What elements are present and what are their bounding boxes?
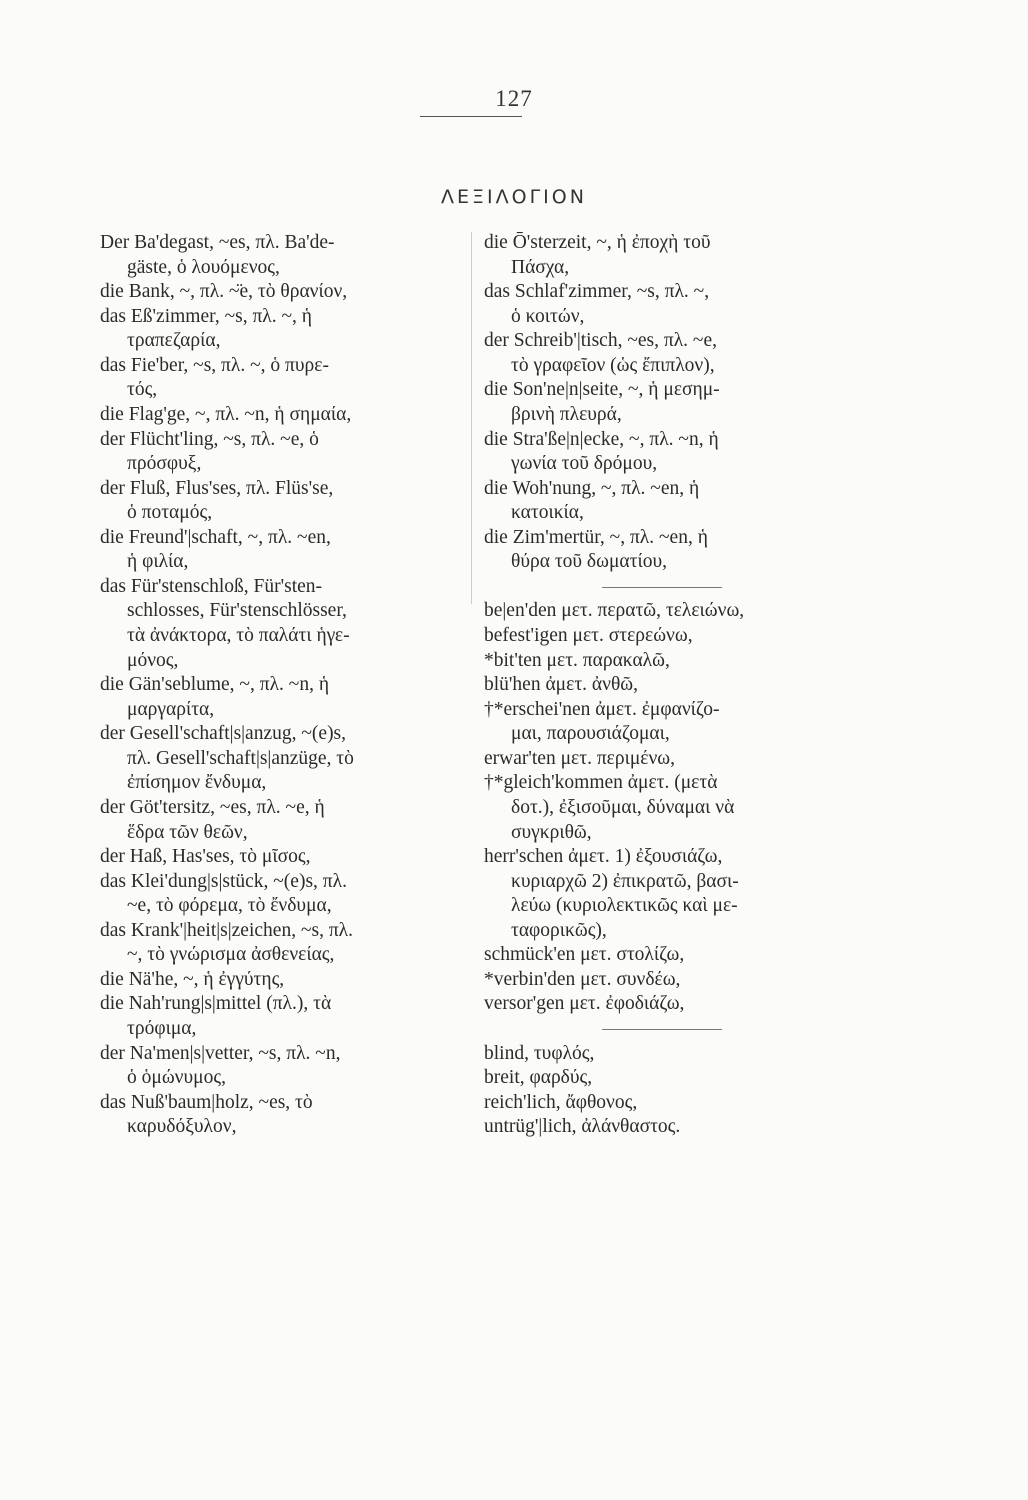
glossary-line: συγκριθῶ, xyxy=(511,821,592,843)
glossary-line: erwar'ten μετ. περιμένω, xyxy=(484,747,676,769)
glossary-line: πρόσφυξ, xyxy=(127,453,202,475)
glossary-line: ἡ φιλία, xyxy=(127,551,189,573)
glossary-line: das Schlaf'zimmer, ~s, πλ. ~, xyxy=(484,281,710,303)
glossary-line: be|en'den μετ. περατῶ, τελειώνω, xyxy=(484,600,745,622)
glossary-line: der Göt'tersitz, ~es, πλ. ~e, ἡ xyxy=(100,796,325,818)
glossary-line: das Krank'|heit|s|zeichen, ~s, πλ. xyxy=(100,919,354,941)
glossary-line: †*gleich'kommen ἀμετ. (μετὰ xyxy=(484,772,718,794)
glossary-line: ταφορικῶς), xyxy=(511,919,607,941)
glossary-line: τὰ ἀνάκτορα, τὸ παλάτι ἡγε- xyxy=(127,625,350,646)
section-separator xyxy=(484,575,854,600)
glossary-line: untrüg'|lich, ἀλάνθαστος. xyxy=(484,1116,681,1138)
glossary-line: die Freund'|schaft, ~, πλ. ~en, xyxy=(100,526,331,548)
right-column xyxy=(484,231,854,1140)
glossary-line: ἐπίσημον ἔνδυμα, xyxy=(127,772,267,794)
glossary-line: die Nah'rung|s|mittel (πλ.), τὰ xyxy=(100,993,332,1015)
glossary-line: Πάσχα, xyxy=(511,256,570,278)
glossary-line: die Gän'seblume, ~, πλ. ~n, ἡ xyxy=(100,674,330,696)
glossary-line: ὁ κοιτών, xyxy=(511,305,585,327)
glossary-line: das Klei'dung|s|stück, ~(e)s, πλ. xyxy=(100,870,347,892)
glossary-line: Der Ba'degast, ~es, πλ. Ba'de- xyxy=(100,232,335,253)
glossary-line: τρόφιμα, xyxy=(127,1018,197,1039)
glossary-line: das Eß'zimmer, ~s, πλ. ~, ἡ xyxy=(100,305,313,327)
left-column xyxy=(100,231,460,1140)
glossary-line: τὸ γραφεῖον (ὡς ἔπιπλον), xyxy=(511,354,715,376)
glossary-line: die Son'ne|n|seite, ~, ἡ μεσημ- xyxy=(484,379,720,401)
glossary-line: καρυδόξυλον, xyxy=(127,1116,237,1138)
glossary-line: die Nä'he, ~, ἡ ἐγγύτης, xyxy=(100,968,285,990)
glossary-line: die Zim'mertür, ~, πλ. ~en, ἡ xyxy=(484,526,708,548)
glossary-line: *bit'ten μετ. παρακαλῶ, xyxy=(484,649,670,671)
glossary-line: das Fie'ber, ~s, πλ. ~, ὁ πυρε- xyxy=(100,354,329,376)
glossary-line: breit, φαρδύς, xyxy=(484,1067,593,1089)
glossary-line: δοτ.), ἐξισοῦμαι, δύναμαι νὰ xyxy=(511,796,735,818)
glossary-line: ἕδρα τῶν θεῶν, xyxy=(127,821,248,843)
glossary-line: blind, τυφλός, xyxy=(484,1042,595,1064)
glossary-line: τός, xyxy=(127,379,158,401)
glossary-line: das Nuß'baum|holz, ~es, τὸ xyxy=(100,1091,313,1113)
glossary-line: πλ. Gesell'schaft|s|anzüge, τὸ xyxy=(127,747,354,769)
glossary-line: ὁ ποταμός, xyxy=(127,502,213,524)
glossary-line: μόνος, xyxy=(127,649,179,671)
glossary-line: versor'gen μετ. ἐφοδιάζω, xyxy=(484,993,685,1015)
glossary-line: schlosses, Für'stenschlösser, xyxy=(127,600,347,622)
page-number-rule xyxy=(420,116,522,117)
glossary-line: *verbin'den μετ. συνδέω, xyxy=(484,968,681,990)
glossary-line: κυριαρχῶ 2) ἐπικρατῶ, βασι- xyxy=(511,870,739,892)
glossary-line: κατοικία, xyxy=(511,502,584,524)
page-heading: ΛΕΞΙΛΟΓΙΟΝ xyxy=(441,186,587,208)
glossary-line: reich'lich, ἄφθονος, xyxy=(484,1091,638,1113)
glossary-line: τραπεζαρία, xyxy=(127,330,221,352)
glossary-line: die Bank, ~, πλ. ~̈e, τὸ θρανίον, xyxy=(100,281,348,303)
glossary-line: der Fluß, Flus'ses, πλ. Flüs'se, xyxy=(100,477,334,499)
glossary-line: ~e, τὸ φόρεμα, τὸ ἔνδυμα, xyxy=(127,895,332,917)
glossary-line: βρινὴ πλευρά, xyxy=(511,403,622,425)
glossary-line: blü'hen ἀμετ. ἀνθῶ, xyxy=(484,674,638,696)
glossary-line: gäste, ὁ λουόμενος, xyxy=(127,256,280,278)
glossary-line: die Woh'nung, ~, πλ. ~en, ἡ xyxy=(484,477,700,499)
glossary-line: herr'schen ἀμετ. 1) ἐξουσιάζω, xyxy=(484,846,723,868)
glossary-line: der Flücht'ling, ~s, πλ. ~e, ὁ xyxy=(100,428,319,450)
section-separator xyxy=(484,1017,854,1042)
glossary-line: der Haß, Has'ses, τὸ μῖσος, xyxy=(100,846,311,868)
glossary-line: †*erschei'nen ἀμετ. ἐμφανίζο- xyxy=(484,698,720,720)
glossary-line: der Schreib'|tisch, ~es, πλ. ~e, xyxy=(484,330,718,352)
glossary-line: μαι, παρουσιάζομαι, xyxy=(511,723,670,745)
glossary-line: die Flag'ge, ~, πλ. ~n, ἡ σημαία, xyxy=(100,403,352,425)
glossary-line: θύρα τοῦ δωματίου, xyxy=(511,551,667,573)
glossary-line: befest'igen μετ. στερεώνω, xyxy=(484,625,693,646)
glossary-line: ὁ ὁμώνυμος, xyxy=(127,1067,226,1089)
column-divider xyxy=(471,232,472,604)
glossary-line: schmück'en μετ. στολίζω, xyxy=(484,944,685,966)
glossary-line: λεύω (κυριολεκτικῶς καὶ με- xyxy=(511,895,738,917)
glossary-line: ~, τὸ γνώρισμα ἀσθενείας, xyxy=(127,944,335,966)
glossary-line: die Ō'sterzeit, ~, ἡ ἐποχὴ τοῦ xyxy=(484,232,711,253)
glossary-line: die Stra'ße|n|ecke, ~, πλ. ~n, ἡ xyxy=(484,428,719,450)
glossary-line: der Gesell'schaft|s|anzug, ~(e)s, xyxy=(100,723,347,745)
glossary-line: γωνία τοῦ δρόμου, xyxy=(511,453,658,475)
glossary-line: der Na'men|s|vetter, ~s, πλ. ~n, xyxy=(100,1042,341,1064)
glossary-line: μαργαρίτα, xyxy=(127,698,215,720)
glossary-line: das Für'stenschloß, Für'sten- xyxy=(100,575,323,597)
page-number: 127 xyxy=(495,86,533,111)
